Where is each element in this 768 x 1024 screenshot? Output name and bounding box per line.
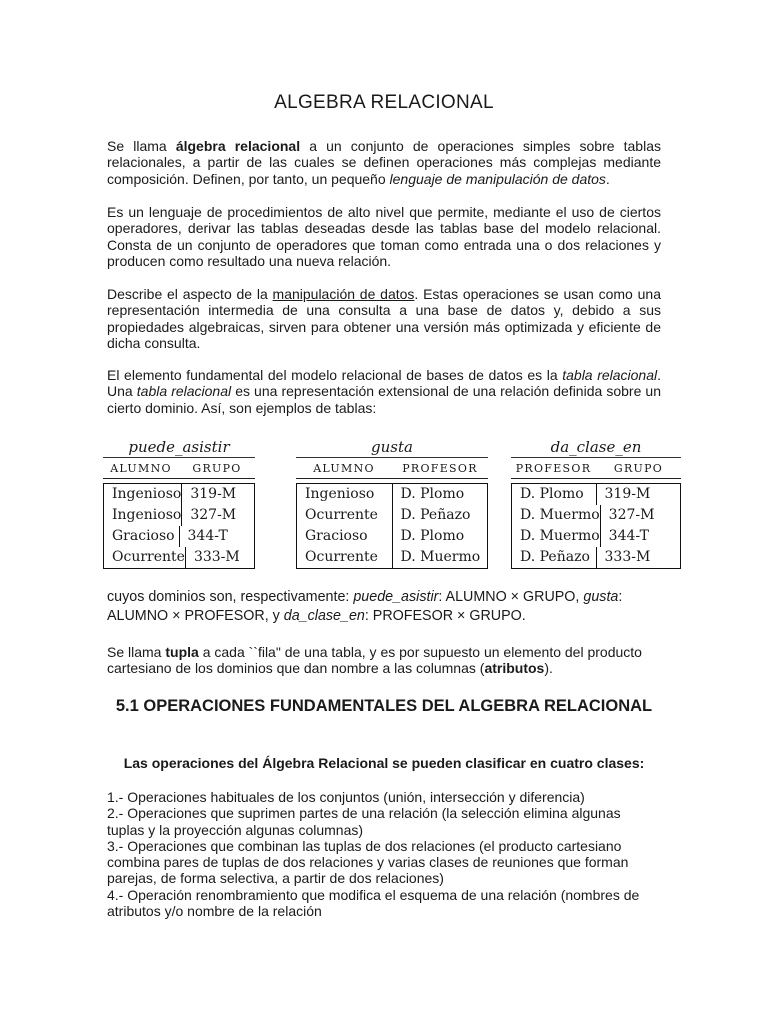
- table-row: D. Muermo 327-M: [512, 505, 680, 526]
- operations-list: [107, 789, 661, 919]
- paragraph-description: Es un lenguaje de procedimientos de alto nivel que permite, mediante el uso de ciertos operadores, derivar las tablas deseadas desde las tablas base del modelo relacional. Consta de un conjunto de operadores que toman como entrada una o dos relaciones y producen como resultado una nueva relación.: [107, 204, 661, 269]
- list-item: 3.- Operaciones que combinan las tuplas de dos relaciones (el producto cartesiano combina pares de tuplas de dos relaciones y varias clases de reuniones que forman parejas, de forma selectiva, a partir de dos relaciones): [107, 837, 629, 887]
- table-row: Ingenioso 327-M: [104, 505, 254, 526]
- table-header: ALUMNO PROFESOR: [296, 457, 488, 479]
- table-row: D. Peñazo 333-M: [512, 547, 680, 568]
- paragraph-tabla-relacional: El elemento fundamental del modelo relacional de bases de datos es la tabla relacional. Una tabla relacional es una representación extensional de una relación definida sobre un cierto dominio. Así, son ejemplos de tablas:: [107, 367, 662, 416]
- table-row: Ocurrente D. Muermo: [297, 547, 487, 568]
- table-da-clase-en: [511, 437, 681, 569]
- paragraph-tupla: Se llama tupla a cada ``fila" de una tabla, y es por supuesto un elemento del producto cartesiano de los dominios que dan nombre a las columnas (atributos).: [107, 644, 642, 677]
- table-row: Gracioso 344-T: [104, 526, 254, 547]
- paragraph-definition: Se llama álgebra relacional a un conjunto de operaciones simples sobre tablas relacionales, a partir de las cuales se definen operaciones más complejas mediante composición. Definen, por tanto, un pequeño lenguaje de manipulación de datos.: [107, 138, 661, 187]
- italic-term: lenguaje de manipulación de datos: [389, 170, 606, 187]
- table-row: Ingenioso D. Plomo: [297, 484, 487, 505]
- list-item: 4.- Operación renombramiento que modifica el esquema de una relación (nombres de atributos y/o nombre de la relación: [107, 886, 640, 920]
- table-gusta: [296, 437, 488, 569]
- section-heading: 5.1 OPERACIONES FUNDAMENTALES DEL ALGEBRA RELACIONAL: [115, 697, 653, 715]
- table-row: Ocurrente D. Peñazo: [297, 505, 487, 526]
- table-row: Ingenioso 319-M: [104, 484, 254, 505]
- subheading: Las operaciones del Álgebra Relacional se pueden clasificar en cuatro clases:: [123, 755, 645, 771]
- table-caption: gusta: [371, 438, 413, 456]
- table-body: [511, 483, 681, 569]
- table-row: D. Plomo 319-M: [512, 484, 680, 505]
- list-item: 2.- Operaciones que suprimen partes de una relación (la selección elimina algunas tuplas y la proyección algunas columnas): [107, 805, 621, 838]
- table-caption: puede_asistir: [128, 438, 230, 456]
- table-puede-asistir: [103, 437, 255, 569]
- table-body: [296, 483, 488, 569]
- table-header: PROFESOR GRUPO: [511, 457, 681, 479]
- list-item: 1.- Operaciones habituales de los conjuntos (unión, intersección y diferencia): [107, 789, 585, 805]
- paragraph-domains: cuyos dominios son, respectivamente: puede_asistir: ALUMNO × GRUPO, gusta: ALUMNO × PROFESOR, y da_clase_en: PROFESOR × GRUPO.: [107, 589, 623, 624]
- paragraph-manipulation: Describe el aspecto de la manipulación de datos. Estas operaciones se usan como una representación intermedia de una consulta a una base de datos y, debido a sus propiedades algebraicas, sirven para obtener una versión más optimizada y eficiente de dicha consulta.: [107, 286, 661, 351]
- table-row: D. Muermo 344-T: [512, 526, 680, 547]
- underlined-term: manipulación de datos: [272, 286, 415, 302]
- table-caption: da_clase_en: [550, 438, 642, 456]
- bold-term: álgebra relacional: [175, 138, 301, 154]
- table-body: [103, 483, 255, 569]
- table-row: Gracioso D. Plomo: [297, 526, 487, 547]
- table-row: Ocurrente 333-M: [104, 547, 254, 568]
- table-header: ALUMNO GRUPO: [103, 457, 255, 479]
- document-title: ALGEBRA RELACIONAL: [274, 92, 494, 113]
